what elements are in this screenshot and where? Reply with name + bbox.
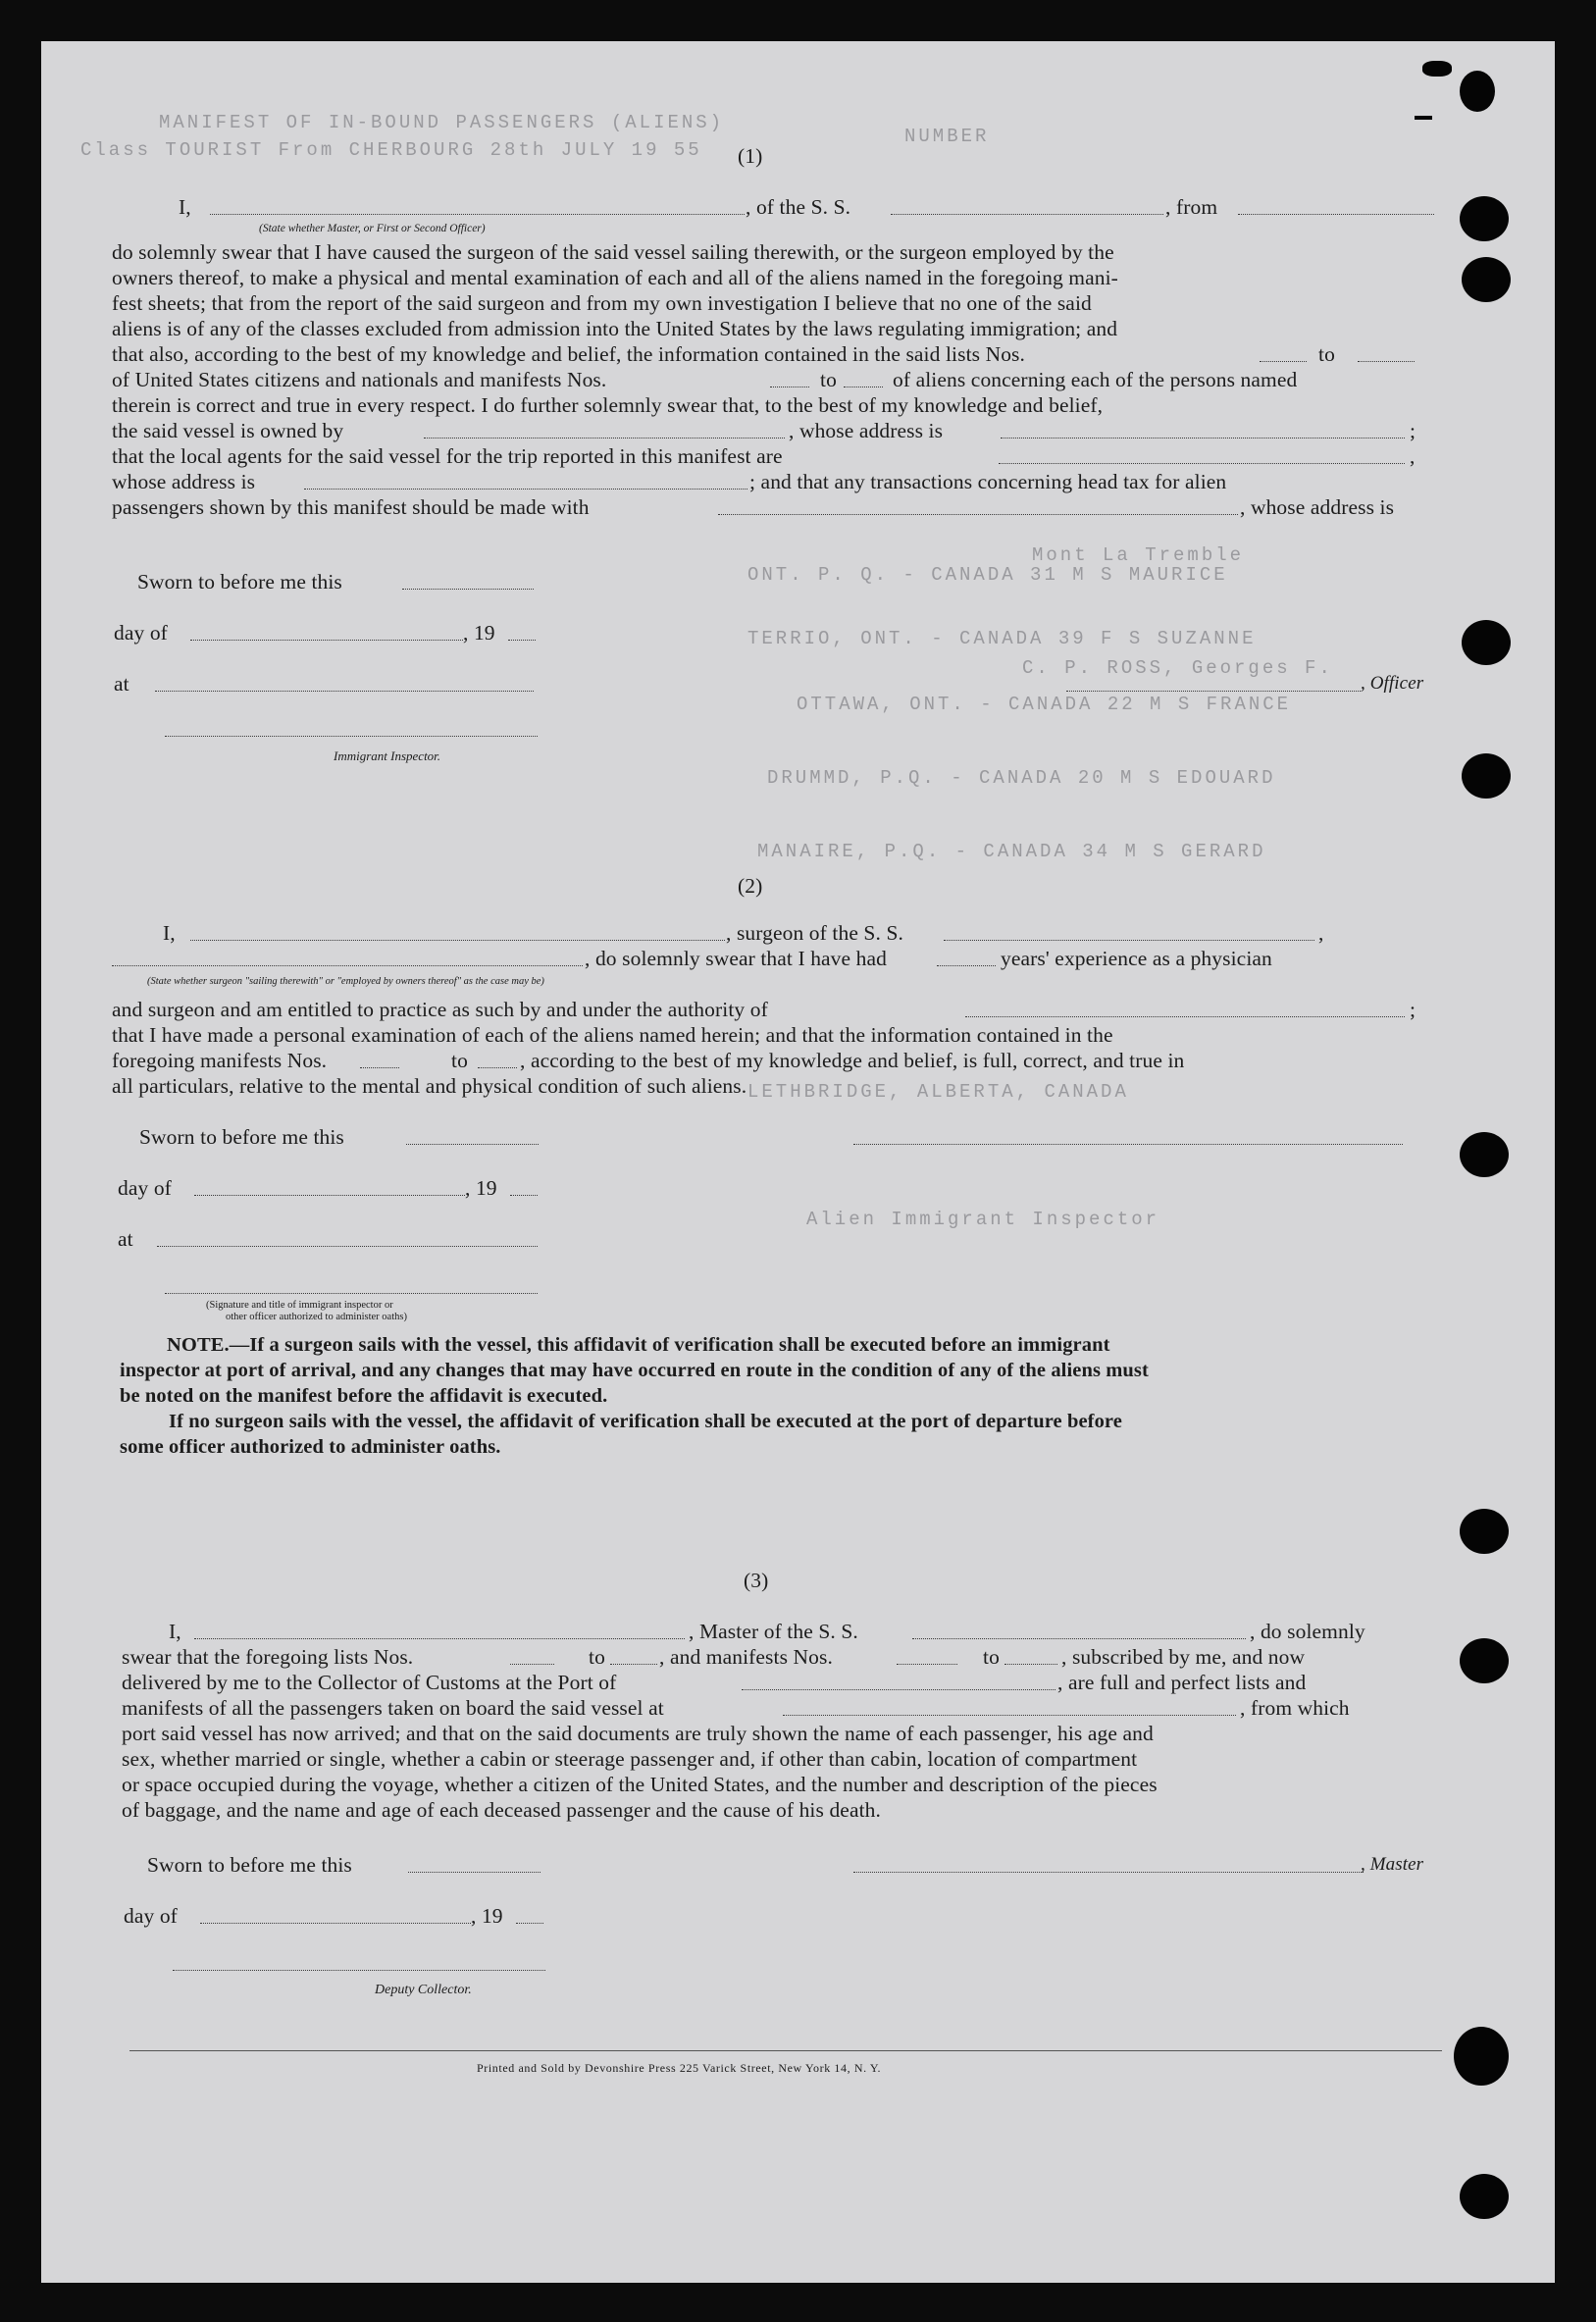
bleed-through-text: Alien Immigrant Inspector bbox=[806, 1209, 1160, 1230]
s3-paragraph-line: , and manifests Nos. bbox=[659, 1645, 833, 1669]
s1-paragraph-line: to bbox=[820, 368, 837, 391]
bleed-through-text: OTTAWA, ONT. - CANADA 22 M S FRANCE bbox=[797, 694, 1292, 715]
note-line: be noted on the manifest before the affidavit is executed. bbox=[120, 1385, 608, 1407]
s1-at-label: at bbox=[114, 672, 129, 696]
s2-at-label: at bbox=[118, 1227, 133, 1251]
section-2-number: (2) bbox=[738, 874, 763, 898]
note-line: If no surgeon sails with the vessel, the affidavit of verification shall be executed at the port of departure before bbox=[169, 1411, 1122, 1432]
printer-imprint: Printed and Sold by Devonshire Press 225 Varick Street, New York 14, N. Y. bbox=[477, 2061, 882, 2075]
s1-year-field[interactable] bbox=[508, 640, 536, 641]
head-tax-contact-field[interactable] bbox=[718, 514, 1238, 515]
footer-rule bbox=[129, 2050, 1442, 2051]
port-from-field[interactable] bbox=[1238, 214, 1434, 215]
bleed-through-text: TERRIO, ONT. - CANADA 39 F S SUZANNE bbox=[747, 628, 1257, 649]
s1-day-label: day of bbox=[114, 621, 168, 645]
s2-line1-label: I, bbox=[163, 921, 176, 945]
note-line: NOTE.—If a surgeon sails with the vessel, this affidavit of verification shall be executed before an immigrant bbox=[167, 1334, 1110, 1356]
s2-line2-label: years' experience as a physician bbox=[1001, 947, 1272, 970]
s3-manifests-to-field[interactable] bbox=[1004, 1664, 1057, 1665]
years-experience-field[interactable] bbox=[937, 965, 996, 966]
punch-hole bbox=[1460, 1509, 1509, 1554]
s1-paragraph-line: , whose address is bbox=[789, 419, 944, 442]
s2-year-field[interactable] bbox=[510, 1195, 538, 1196]
bleed-through-text: ONT. P. Q. - CANADA 31 M S MAURICE bbox=[747, 564, 1228, 586]
s2-inspector-signature-field[interactable] bbox=[165, 1293, 538, 1294]
s3-manifests-from-field[interactable] bbox=[897, 1664, 957, 1665]
s3-lists-to-field[interactable] bbox=[610, 1664, 657, 1665]
punch-hole bbox=[1462, 753, 1511, 799]
s1-paragraph-line: owners thereof, to make a physical and mental examination of each and all of the aliens named in the foregoing mani- bbox=[112, 266, 1118, 289]
deputy-caption: Deputy Collector. bbox=[375, 1983, 472, 1997]
officer-signature-field[interactable] bbox=[1066, 691, 1361, 692]
s2-sworn-date-field[interactable] bbox=[406, 1144, 539, 1145]
s3-paragraph-line: or space occupied during the voyage, whether a citizen of the United States, and the number and description of the pieces bbox=[122, 1773, 1158, 1796]
note-line: some officer authorized to administer oaths. bbox=[120, 1436, 501, 1458]
s2-signature-caption: other officer authorized to administer oaths) bbox=[226, 1312, 407, 1322]
document-page bbox=[41, 41, 1555, 2283]
local-agents-field[interactable] bbox=[999, 463, 1405, 464]
authority-field[interactable] bbox=[965, 1016, 1405, 1017]
s1-line1-label: , of the S. S. bbox=[746, 195, 851, 219]
s3-line1-label: I, bbox=[169, 1620, 181, 1643]
s1-at-field[interactable] bbox=[155, 691, 534, 692]
bleed-through-text: Mont La Tremble bbox=[1032, 544, 1245, 566]
s3-year-field[interactable] bbox=[516, 1923, 543, 1924]
s1-paragraph-line: the said vessel is owned by bbox=[112, 419, 344, 442]
agents-address-field[interactable] bbox=[304, 489, 747, 490]
s2-paragraph-line: to bbox=[451, 1049, 468, 1072]
s2-sworn-label: Sworn to before me this bbox=[139, 1125, 344, 1149]
bleed-through-text: C. P. ROSS, Georges F. bbox=[1022, 657, 1333, 679]
owner-field[interactable] bbox=[424, 438, 785, 439]
s2-year-label: , 19 bbox=[465, 1176, 497, 1200]
surgeon-signature-field[interactable] bbox=[853, 1144, 1403, 1145]
inspector-signature-field[interactable] bbox=[165, 736, 538, 737]
s3-year-label: , 19 bbox=[471, 1904, 503, 1928]
officer-rank-caption: (State whether Master, or First or Second Officer) bbox=[259, 223, 486, 234]
s3-paragraph-line: port said vessel has now arrived; and that on the said documents are truly shown the name of each passenger, his age and bbox=[122, 1722, 1154, 1745]
surgeon-name-field[interactable] bbox=[190, 940, 725, 941]
punch-hole bbox=[1460, 1638, 1509, 1683]
s3-day-label: day of bbox=[124, 1904, 178, 1928]
s1-paragraph-line: passengers shown by this manifest should be made with bbox=[112, 495, 590, 519]
s2-day-field[interactable] bbox=[194, 1195, 465, 1196]
s2-line1-label: , surgeon of the S. S. bbox=[726, 921, 903, 945]
punch-hole bbox=[1454, 2027, 1509, 2086]
s3-paragraph-line: , subscribed by me, and now bbox=[1061, 1645, 1306, 1669]
bleed-through-text: NUMBER bbox=[904, 126, 990, 147]
s1-paragraph-line: that also, according to the best of my knowledge and belief, the information contained in the said lists Nos. bbox=[112, 342, 1026, 366]
s1-paragraph-line: that the local agents for the said vessel for the trip reported in this manifest are bbox=[112, 444, 783, 468]
inspector-caption: Immigrant Inspector. bbox=[334, 748, 441, 763]
bleed-through-text: LETHBRIDGE, ALBERTA, CANADA bbox=[747, 1081, 1129, 1103]
s2-paragraph-line: , according to the best of my knowledge and belief, is full, correct, and true in bbox=[520, 1049, 1185, 1072]
punch-hole bbox=[1460, 2174, 1509, 2219]
s2-vessel-field[interactable] bbox=[944, 940, 1314, 941]
s3-sworn-date-field[interactable] bbox=[408, 1872, 541, 1873]
s1-paragraph-line: fest sheets; that from the report of the said surgeon and from my own investigation I believe that no one of the said bbox=[112, 291, 1092, 315]
s1-line1-label: , from bbox=[1165, 195, 1218, 219]
punch-hole bbox=[1462, 620, 1511, 665]
s2-paragraph-line: that I have made a personal examination of each of the aliens named herein; and that the information contained in the bbox=[112, 1023, 1113, 1047]
lists-from-field[interactable] bbox=[1260, 361, 1307, 362]
s1-paragraph-line: whose address is bbox=[112, 470, 256, 493]
s2-manifests-to-field[interactable] bbox=[478, 1067, 517, 1068]
s3-paragraph-line: , are full and perfect lists and bbox=[1057, 1671, 1307, 1694]
s3-port-field[interactable] bbox=[742, 1689, 1055, 1690]
owner-address-field[interactable] bbox=[1001, 438, 1405, 439]
s2-signature-caption: (Signature and title of immigrant inspector or bbox=[206, 1300, 393, 1311]
s1-paragraph-line: aliens is of any of the classes excluded from admission into the United States by the laws regulating immigration; and bbox=[112, 317, 1118, 340]
s3-vessel-field[interactable] bbox=[912, 1638, 1246, 1639]
bleed-through-text: MANAIRE, P.Q. - CANADA 34 M S GERARD bbox=[757, 841, 1266, 862]
s3-paragraph-line: delivered by me to the Collector of Customs at the Port of bbox=[122, 1671, 617, 1694]
officer-name-field[interactable] bbox=[210, 214, 745, 215]
bleed-through-text: DRUMMD, P.Q. - CANADA 20 M S EDOUARD bbox=[767, 767, 1276, 789]
s1-paragraph-line: of United States citizens and nationals and manifests Nos. bbox=[112, 368, 607, 391]
s2-line1-label: , bbox=[1318, 921, 1324, 945]
bleed-through-text: Class TOURIST From CHERBOURG 28th JULY 19 55 bbox=[80, 139, 702, 161]
s3-paragraph-line: sex, whether married or single, whether a cabin or steerage passenger and, if other than cabin, location of compartment bbox=[122, 1747, 1138, 1771]
s1-sworn-label: Sworn to before me this bbox=[137, 570, 342, 593]
punch-hole bbox=[1462, 257, 1511, 302]
officer-caption: , Officer bbox=[1361, 673, 1424, 694]
s1-paragraph-line: ; bbox=[1410, 419, 1416, 442]
s1-paragraph-line: therein is correct and true in every respect. I do further solemnly swear that, to the best of my knowledge and belief, bbox=[112, 393, 1104, 417]
surgeon-status-field[interactable] bbox=[112, 965, 583, 966]
s3-master-name-field[interactable] bbox=[194, 1638, 685, 1639]
s1-paragraph-line: do solemnly swear that I have caused the surgeon of the said vessel sailing therewith, or the surgeon employed by the bbox=[112, 240, 1114, 264]
punch-hole bbox=[1460, 71, 1495, 112]
s2-paragraph-line: ; bbox=[1410, 998, 1416, 1021]
deputy-signature-field[interactable] bbox=[173, 1970, 545, 1971]
s1-paragraph-line: ; and that any transactions concerning head tax for alien bbox=[749, 470, 1227, 493]
vessel-name-field[interactable] bbox=[891, 214, 1163, 215]
s2-at-field[interactable] bbox=[157, 1246, 538, 1247]
s3-line1-label: , Master of the S. S. bbox=[689, 1620, 858, 1643]
note-line: inspector at port of arrival, and any changes that may have occurred en route in the condition of any of the aliens must bbox=[120, 1360, 1149, 1381]
s3-paragraph-line: to bbox=[983, 1645, 1000, 1669]
s3-paragraph-line: of baggage, and the name and age of each deceased passenger and the cause of his death. bbox=[122, 1798, 881, 1822]
s1-sworn-date-field[interactable] bbox=[402, 589, 534, 590]
s2-manifests-from-field[interactable] bbox=[360, 1067, 399, 1068]
s1-day-field[interactable] bbox=[190, 640, 463, 641]
s3-day-field[interactable] bbox=[200, 1923, 471, 1924]
punch-hole bbox=[1460, 1132, 1509, 1177]
master-signature-field[interactable] bbox=[853, 1872, 1364, 1873]
s2-paragraph-line: all particulars, relative to the mental and physical condition of such aliens. bbox=[112, 1074, 747, 1098]
s1-year-label: , 19 bbox=[463, 621, 495, 645]
s3-paragraph-line: , from which bbox=[1240, 1696, 1350, 1720]
s3-line1-label: , do solemnly bbox=[1250, 1620, 1365, 1643]
s3-sworn-label: Sworn to before me this bbox=[147, 1853, 352, 1877]
s1-paragraph-line: of aliens concerning each of the persons named bbox=[893, 368, 1298, 391]
s3-paragraph-line: manifests of all the passengers taken on board the said vessel at bbox=[122, 1696, 664, 1720]
s2-paragraph-line: and surgeon and am entitled to practice as such by and under the authority of bbox=[112, 998, 768, 1021]
s2-line2-label: , do solemnly swear that I have had bbox=[585, 947, 887, 970]
s3-paragraph-line: to bbox=[589, 1645, 605, 1669]
surgeon-status-caption: (State whether surgeon "sailing therewith" or "employed by owners thereof" as the case may be) bbox=[147, 976, 544, 987]
master-caption: , Master bbox=[1361, 1854, 1424, 1875]
punch-hole bbox=[1460, 196, 1509, 241]
s1-paragraph-line: , bbox=[1410, 444, 1416, 468]
s1-paragraph-line: , whose address is bbox=[1240, 495, 1395, 519]
tear-mark bbox=[1422, 61, 1452, 77]
section-1-number: (1) bbox=[738, 144, 763, 168]
bleed-through-text: MANIFEST OF IN-BOUND PASSENGERS (ALIENS) bbox=[159, 112, 725, 133]
s3-boarding-port-field[interactable] bbox=[783, 1715, 1236, 1716]
s3-lists-from-field[interactable] bbox=[510, 1664, 554, 1665]
s1-paragraph-line: to bbox=[1318, 342, 1335, 366]
lists-to-field[interactable] bbox=[1358, 361, 1415, 362]
s2-day-label: day of bbox=[118, 1176, 172, 1200]
s2-paragraph-line: foregoing manifests Nos. bbox=[112, 1049, 328, 1072]
section-3-number: (3) bbox=[744, 1569, 769, 1592]
tear-mark bbox=[1415, 116, 1432, 120]
s3-paragraph-line: swear that the foregoing lists Nos. bbox=[122, 1645, 414, 1669]
s1-line1-label: I, bbox=[179, 195, 191, 219]
